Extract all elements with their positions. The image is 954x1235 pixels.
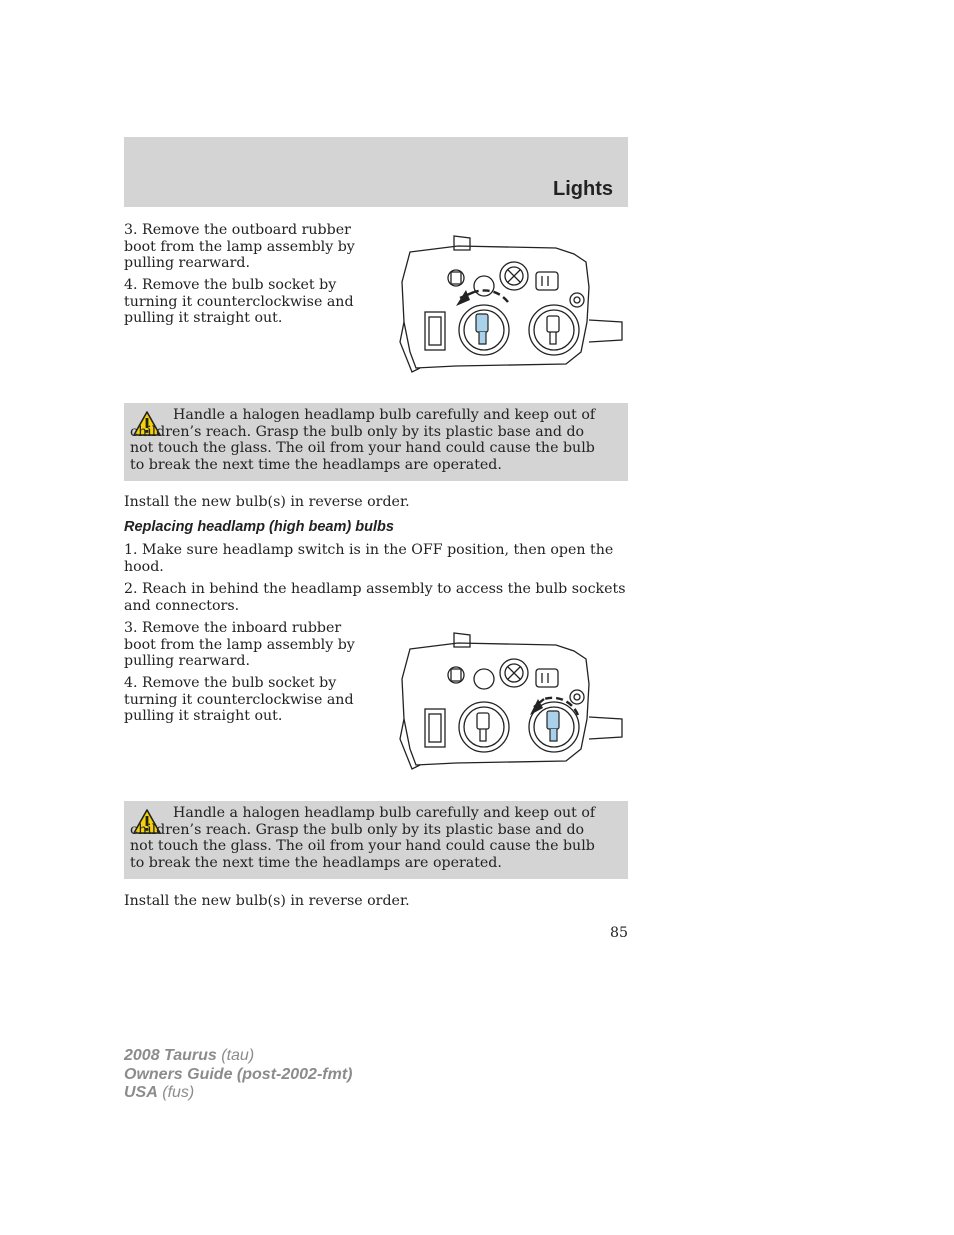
footer-market: USA [124, 1084, 158, 1101]
install-text-2: Install the new bulb(s) in reverse order. [124, 893, 410, 909]
high-beam-step-4: 4. Remove the bulb socket by turning it counterclockwise and pulling it straight out. [124, 675, 354, 724]
page-number: 85 [609, 925, 628, 941]
high-beam-step-2: 2. Reach in behind the headlamp assembly to access the bulb sockets and connectors. [124, 581, 626, 614]
warning-box-1 [124, 403, 628, 481]
section-title: Lights [553, 178, 613, 200]
high-beam-step-3: 3. Remove the inboard rubber boot from the lamp assembly by pulling rearward. [124, 620, 355, 669]
footer-market-code: (fus) [162, 1084, 195, 1101]
install-text-1: Install the new bulb(s) in reverse order. [124, 494, 410, 510]
headlamp-inboard-diagram [396, 629, 626, 774]
document-footer [124, 1047, 352, 1103]
step-4-socket: 4. Remove the bulb socket by turning it counterclockwise and pulling it straight out. [124, 277, 354, 326]
warning-text-2: Handle a halogen headlamp bulb carefully and keep out of children’s reach. Grasp the bulb only by its plastic base and do not touch the glass. The oil from your hand could cause the bulb to break the next time the headlamps are operated. [130, 805, 596, 871]
footer-model-code: (tau) [221, 1047, 255, 1064]
high-beam-heading: Replacing headlamp (high beam) bulbs [124, 519, 394, 535]
footer-guide: Owners Guide (post-2002-fmt) [124, 1065, 353, 1083]
section-header [124, 137, 628, 207]
high-beam-step-1: 1. Make sure headlamp switch is in the OFF position, then open the hood. [124, 542, 614, 575]
warning-text-1: Handle a halogen headlamp bulb carefully and keep out of children’s reach. Grasp the bulb only by its plastic base and do not touch the glass. The oil from your hand could cause the bulb to break the next time the headlamps are operated. [130, 407, 596, 473]
step-3-outboard: 3. Remove the outboard rubber boot from the lamp assembly by pulling rearward. [124, 222, 355, 271]
headlamp-outboard-diagram [396, 232, 626, 377]
warning-box-2 [124, 801, 628, 879]
footer-model: 2008 Taurus [124, 1047, 217, 1064]
